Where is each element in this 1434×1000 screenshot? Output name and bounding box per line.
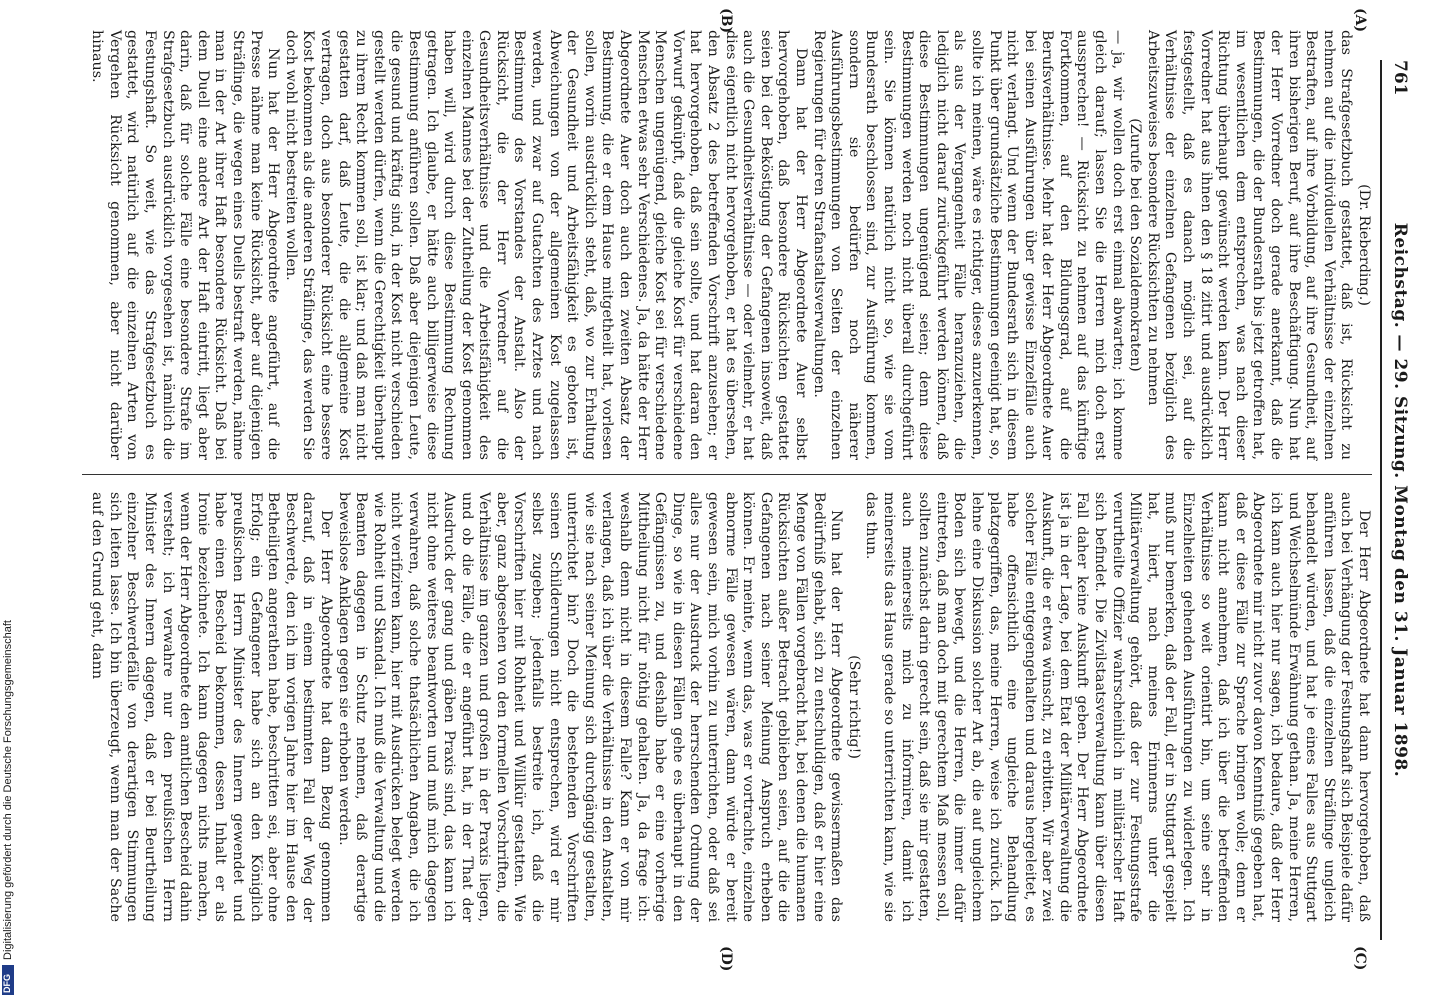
interjection: (Sehr richtig!) — [845, 655, 862, 759]
paragraph: Nun hat der Herr Abgeordnete gewissermaßen das Bedürfniß gehabt, sich zu entschuldigen, daß er hier eine Menge von Fällen vorgebracht hat, bei denen die humanen Rücksichten außer Betracht geblieben seien, auf die die Gefangenen nach seiner Meinung Anspruch erheben können. Er meinte, wenn das, was er vortrachte, einzelne abnorme Fälle gewesen wären, dann würde er bereit gewesen sein, mich vorhin zu unterrichten, oder daß sei alles nur der Ausdruck der herrschenden Ordnung der Dinge, so wie in diesen Fällen gehe es überhaupt in den Gefängnissen zu, und deshalb habe er eine vorherige Mittheilung nicht für nöthig gehalten. Ja, da frage ich: weshalb denn nicht in diesem Falle? Kann er von mir verlangen, daß ich über die Verhältnisse in den Anstalten, wie sie nach seiner Meinung sich durchgängig gestalten, unterrichtet bin? Doch die bestehenden Vorschriften seinen Schilderungen nicht entsprechen, wird er mir selbst zugeben; jedenfalls bestreite ich, daß die Vorschriften hier mit Rohheit und Willkür gestatten. Wie aber, ganz abgesehen von den formellen Vorschriften, die Verhältnisse im ganzen und großen in der Praxis liegen, und ob die Fälle, die er angeführt hat, in der That der Ausdruck der gang und gäben Praxis sind, das kann ich nicht ohne weiteres beantworten und muß mich dagegen verwahren, daß solche thatsächlichen Angaben, die ich nicht verifiziren kann, hier mit Ausdrücken belegt werden wie Rohheit und Skandal. Ich muß die Verwaltung und die Beamten dagegen in Schutz nehmen, daß derartige beweislose Anklagen gegen sie erhoben werden. — [335, 492, 845, 922]
page-number: 761 — [1390, 60, 1410, 96]
digitization-note-wrap — [2, 620, 16, 961]
paragraph: Dann hat der Herr Abgeordnete Auer selbst hervorgehoben, daß besondere Rücksichten gestattet seien bei der Beköstigung der Gefangenen insoweit, daß auch die Gesundheitsverhältnisse — oder vielmehr, er hat dies eigentlich nicht hervorgehoben, er hat es übersehen, den Absatz 2 des betreffenden Vorschrift anzusehen; er hat hervorgehoben, daß sein sollte, und hat daran den Vorwurf geknüpft, daß die gleiche Kost für verschiedene Menschen ungenügend, gleiche Kost sei für verschiedene Menschen etwas sehr Verschiedenes. Ja, da hätte der Herr Abgeordnete Auer doch auch den zweiten Absatz der Bestimmung, die er dem Hause mitgetheilt hat, vorlesen sollen, worin ausdrücklich steht, daß, wo zur Erhaltung der Gesundheit und Arbeitsfähigkeit es geboten ist, Abweichungen von der allgemeinen Kost zugelassen werden, und zwar auf Gutachten des Arztes und nach Bestimmung des Vorstandes der Anstalt. Also der Rücksicht, die der Herr Vorredner auf die Gesundheitsverhältnisse und die Arbeitsfähigkeit des einzelnen Mannes bei der Zutheilung der Kost genommen haben will, wird durch diese Bestimmung Rechnung getragen. Ich glaube, er hätte auch billigerweise diese Bestimmung anführen sollen. Daß aber diejenigen Leute, die gesund und kräftig sind, in der Kost nicht verschieden gestellt werden dürfen, wenn die Gerechtigkeit überhaupt zu ihrem Recht kommen soll, ist klar; und daß man nicht gestatten darf, daß Leute, die die allgemeine Kost vertragen, doch aus besonderer Rücksicht eine bessere Kost bekommen als die anderen Sträflinge, das werden Sie doch wohl nicht bestreiten wollen. — [282, 30, 809, 460]
running-title: Reichstag. — 29. Sitzung. Montag den 31. Januar 1898. — [1390, 222, 1410, 778]
paragraph: Nun hat der Herr Abgeordnete angeführt, auf die Presse nähme man keine Rücksicht, aber auf diejenigen Sträflinge, die wegen eines Duells bestraft werden, nähme man in der Art ihrer Haft besondere Rücksicht. Daß bei dem Duell eine andere Art der Haft eintritt, liegt aber darin, daß für solche Fälle eine besondere Strafe im Strafgesetzbuch ausdrücklich vorgesehen ist, nämlich die Festungshaft. So weit, wie das Strafgesetzbuch es gestattet, wird natürlich auf die einzelnen Arten von Vergehen Rücksicht genommen, aber nicht darüber hinaus. — [89, 30, 282, 460]
right-column — [88, 492, 1372, 922]
margin-mark-c: (C) — [1352, 946, 1368, 971]
margin-mark-b: (B) — [718, 8, 734, 34]
speaker-label: (Dr. Rieberding.) — [1356, 184, 1372, 306]
left-column — [88, 30, 1372, 460]
dfg-logo — [2, 965, 14, 995]
column-divider — [82, 474, 1372, 475]
paragraph: Der Herr Abgeordnete hat dann hervorgehoben, daß auch bei Verhängung der Festungshaft sich Beispiele dafür anführen lassen, daß die einzelnen Sträflinge ungleich behandelt würden, und hat je eines Falles aus Stuttgart und Weichselmünde Erwähnung gethan. Ja, meine Herren, ich kann auch hier nur sagen, ich bedaure, daß der Herr Abgeordnete mir nicht zuvor davon Kenntniß gegeben hat, daß er diese Fälle zur Sprache bringen wolle; denn er kann nicht annehmen, daß ich über die betreffenden Verhältnisse so weit orientirt bin, um seine sehr in Einzelheiten gehenden Ausführungen zu widerlegen. Ich muß nur bemerken, daß der Fall, der in Stuttgart gespielt hat, hiert, nach meines Erinnerns unter die Militärverwaltung gehört, daß der zur Festungsstrafe verurtheilte Offizier wahrscheinlich in militärischer Haft sich befindet. Die Zivilstaatsverwaltung kann über diesen Fall daher keine Auskunft geben. Der Herr Abgeordnete ist ja in der Lage, bei dem Etat der Militärverwaltung die Auskunft, die er etwa wünscht, zu erbitten. Wir aber zwei solcher Fälle entgegengehalten und daraus hergeleitet, es habe offensichtlich eine ungleiche Behandlung platzgegriffen, das, meine Herren, weise ich zurück. Ich lehne eine Diskussion solcher Art ab, die auf ungleichem Boden sich bewegt, und die Herren, die immer dafür eintreten, daß man doch mit gerechtem Maß messen soll, sollten zunächst darin gerecht sein, daß sie mir gestatten, auch meinerseits mich zu informiren, damit ich meinerseits das Haus gerade so unterrichten kann, wie sie das thun. — [863, 492, 1372, 922]
page-header — [1380, 60, 1416, 940]
dfg-logo-text: DFG — [2, 974, 12, 993]
digitization-note: Digitalisierung gefördert durch die Deutsche Forschungsgemeinschaft — [2, 620, 14, 960]
paragraph: Der Herr Abgeordnete hat dann Bezug genommen darauf, daß in einem bestimmten Fall der Weg der Beschwerde, den ich im vorigen Jahre hier im Hause den Betheiligten angerathen habe, beschritten sei, aber ohne Erfolg; ein Gefangener habe sich an den Königlich preußischen Herrn Minister des Innern gewendet und habe einen Bescheid bekommen, dessen Inhalt er als Ironie bezeichnete. Ich kann dagegen nichts machen, wenn der Herr Abgeordnete den amtlichen Bescheid dahin versteht; ich verwahre nur den preußischen Herrn Minister des Innern dagegen, daß er bei Beurtheilung einzelner Beschwerdefälle von derartigen Stimmungen sich leiten lasse. Ich bin überzeugt, wenn man der Sache auf den Grund geht, dann — [89, 492, 334, 922]
paragraph: das Strafgesetzbuch gestattet, daß ist, Rücksicht zu nehmen auf die individuellen Verhältnisse der einzelnen Bestraften, auf ihre Vorbildung, auf ihre Gesundheit, auf ihren bisherigen Beruf, auf ihre Beschäftigung. Nun hat der Herr Vorredner doch gerade anerkannt, daß die Bestimmungen, die der Bundesrath bis jetzt getroffen hat, im wesentlichen dem entsprechen, was nach dieser Richtung überhaupt gewünscht werden kann. Der Herr Vorredner hat aus ihnen den § 18 zitirt und ausdrücklich festgestellt, daß es danach möglich sei, auf die Verhältnisse der einzelnen Gefangenen bezüglich des Arbeitszuweises besondere Rücksichten zu nehmen — [1144, 30, 1355, 460]
margin-mark-d: (D) — [718, 946, 734, 972]
interjection: (Zurufe bei den Sozialdemokraten) — [1127, 118, 1144, 372]
margin-mark-a: (A) — [1352, 8, 1368, 33]
paragraph: — ja, wir wollen doch erst einmal abwarten; ich komme gleich darauf; lassen Sie die Herren mich doch erst aussprechen! — Rücksicht zu nehmen auf das künftige Fortkommen, auf den Bildungsgrad, auf die Berufsverhältnisse. Mehr hat der Herr Abgeordnete Auer bei seinen Ausführungen über gewisse Einzelfälle auch nicht verlangt. Und wenn der Bundesrath sich in diesem Punkt über grundsätzliche Bestimmungen geeinigt hat, so, sollte ich meinen, wäre es richtiger, dieses anzuerkennen, als aus der Vergangenheit Fälle heranzuziehen, die lediglich nicht darauf zurückgeführt werden können, daß diese Bestimmungen ungenügend seien; denn diese Bestimmungen werden noch nicht überall durchgeführt sein. Sie können natürlich nicht so, wie sie vom Bundesrath beschlossen sind, zur Ausführung kommen, sondern sie bedürfen noch näherer Ausführungsbestimmungen von Seiten der einzelnen Regierungen für deren Strafanstaltsverwaltungen. — [810, 30, 1126, 460]
